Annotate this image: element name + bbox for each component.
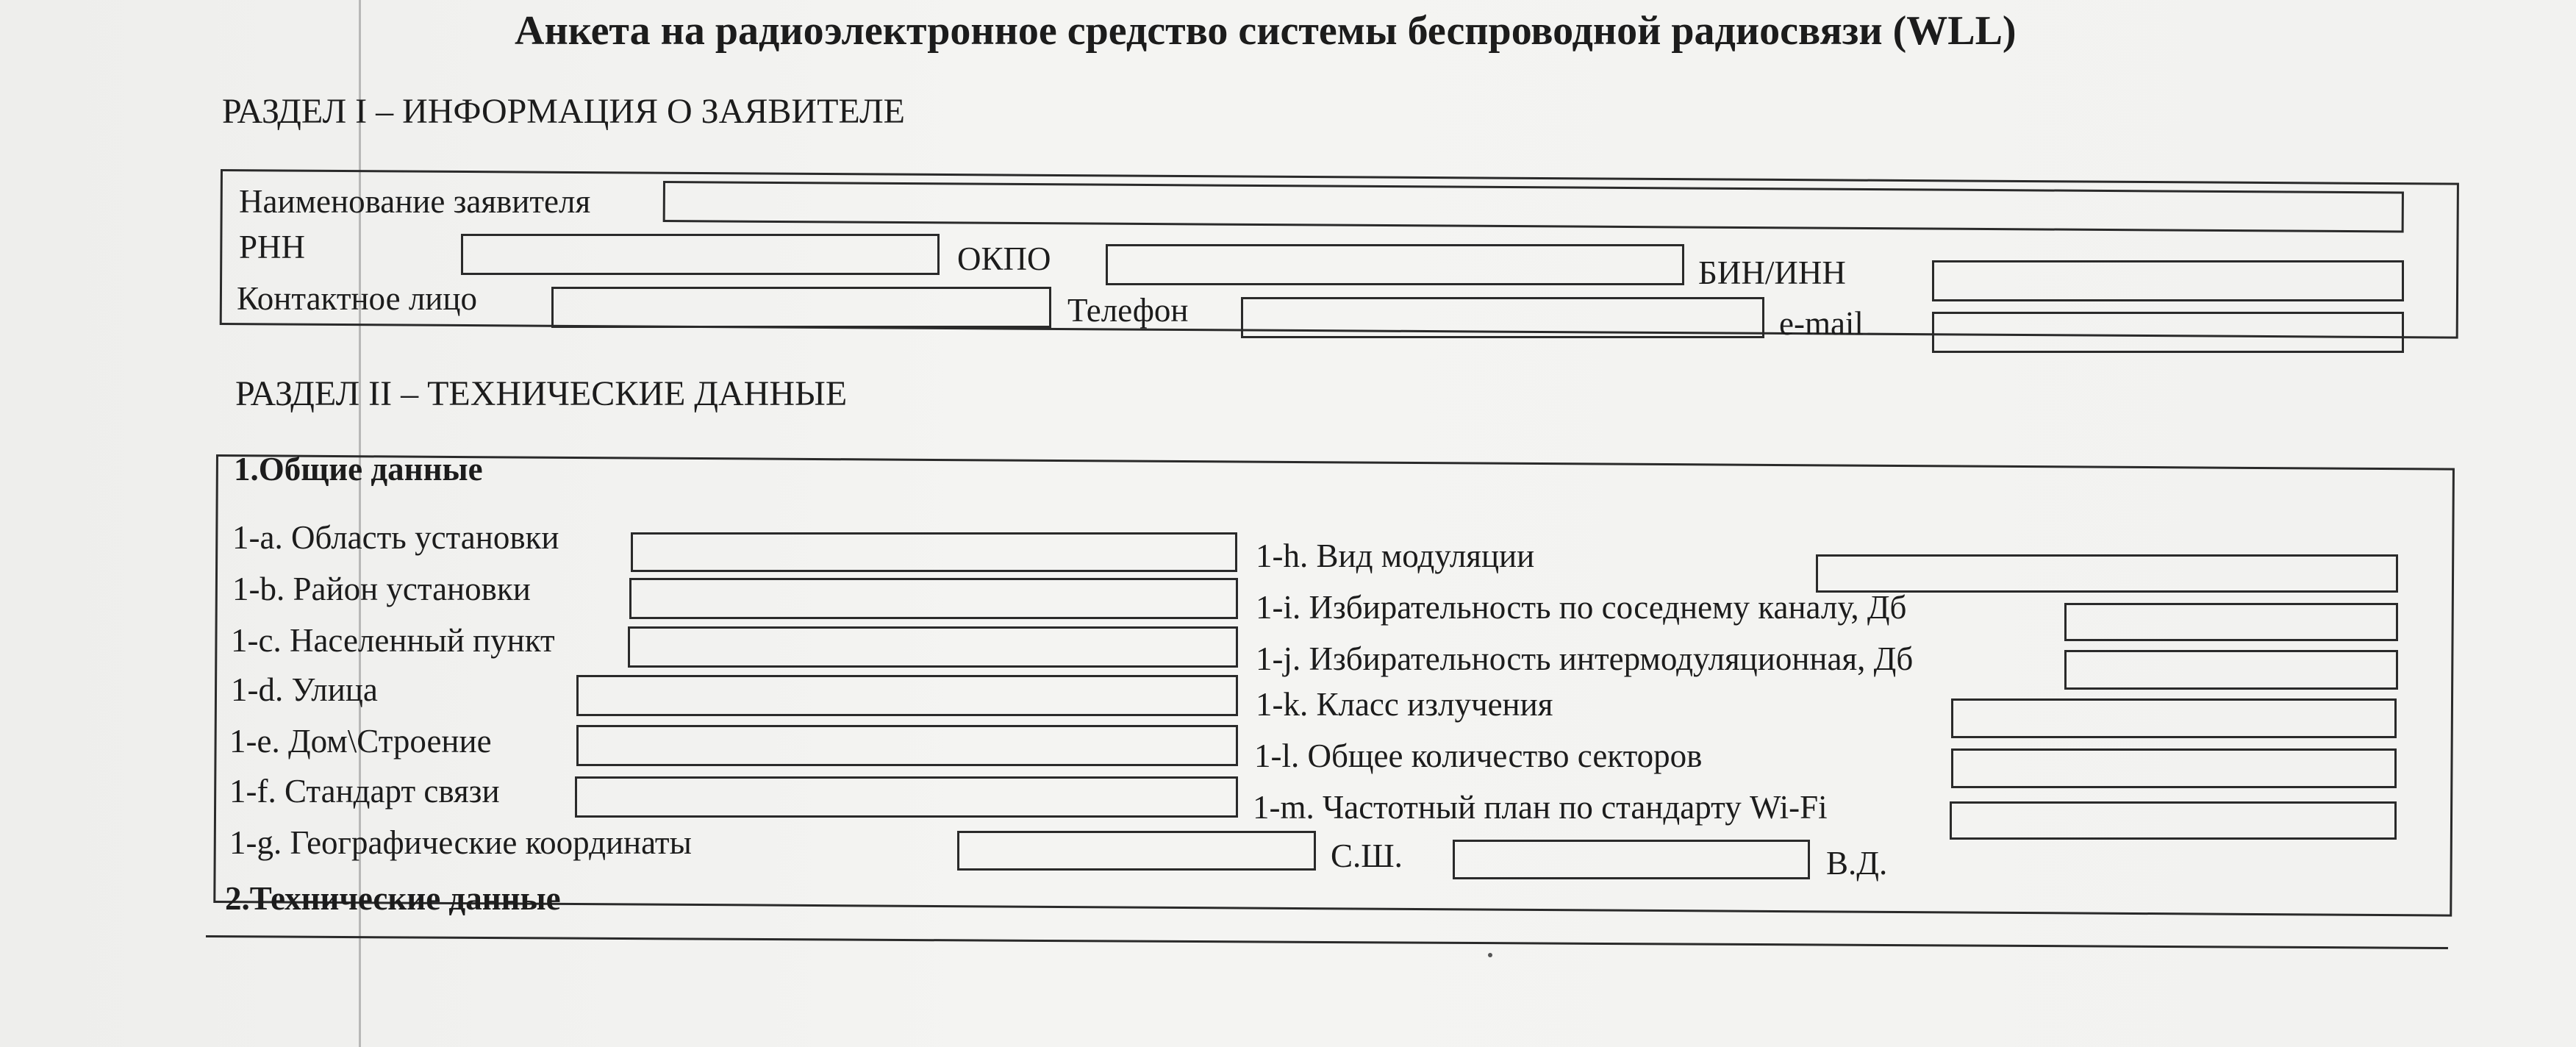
field-1d-street[interactable] xyxy=(576,675,1238,716)
label-1b-district: 1-b. Район установки xyxy=(232,571,531,607)
general-data-heading: 1.Общие данные xyxy=(234,451,483,487)
field-1e-building[interactable] xyxy=(576,725,1238,766)
label-1h-modulation: 1-h. Вид модуляции xyxy=(1256,537,1535,574)
label-1e-building: 1-e. Дом\Строение xyxy=(229,723,492,760)
label-1a-region: 1-a. Область установки xyxy=(232,519,559,556)
technical-data-heading: 2.Технические данные xyxy=(225,880,561,917)
label-applicant-name: Наименование заявителя xyxy=(239,183,591,220)
paper-speck xyxy=(1488,953,1492,957)
label-1l-sector-count: 1-l. Общее количество секторов xyxy=(1254,737,1703,774)
field-1g-latitude[interactable] xyxy=(957,831,1316,871)
section-2-heading: РАЗДЕЛ II – ТЕХНИЧЕСКИЕ ДАННЫЕ xyxy=(235,374,848,413)
label-latitude-unit: С.Ш. xyxy=(1331,837,1403,874)
field-1i-adjacent-selectivity[interactable] xyxy=(2064,603,2398,641)
okpo-field[interactable] xyxy=(1106,244,1684,285)
label-bin-inn: БИН/ИНН xyxy=(1698,254,1846,291)
label-1i-adjacent-selectivity: 1-i. Избирательность по соседнему каналу, Дб xyxy=(1256,589,1907,626)
field-1h-modulation[interactable] xyxy=(1816,554,2398,593)
field-1c-settlement[interactable] xyxy=(628,626,1238,668)
label-1d-street: 1-d. Улица xyxy=(231,671,378,708)
phone-field[interactable] xyxy=(1241,297,1764,338)
field-1j-intermod-selectivity[interactable] xyxy=(2064,650,2398,690)
label-1c-settlement: 1-c. Населенный пункт xyxy=(231,622,555,659)
label-1j-intermod-selectivity: 1-j. Избирательность интермодуляционная, Дб xyxy=(1256,640,1914,677)
field-1l-sector-count[interactable] xyxy=(1951,748,2397,788)
field-1k-emission-class[interactable] xyxy=(1951,698,2397,738)
email-field[interactable] xyxy=(1932,312,2404,353)
field-1g-longitude[interactable] xyxy=(1453,840,1810,879)
label-1k-emission-class: 1-k. Класс излучения xyxy=(1256,686,1553,723)
rnn-field[interactable] xyxy=(461,234,940,275)
label-contact-person: Контактное лицо xyxy=(237,280,477,317)
label-longitude-unit: В.Д. xyxy=(1826,845,1888,882)
label-1m-wifi-frequency-plan: 1-m. Частотный план по стандарту Wi-Fi xyxy=(1253,789,1828,826)
label-1f-standard: 1-f. Стандарт связи xyxy=(229,773,500,810)
label-email: e-mail xyxy=(1779,305,1864,342)
label-rnn: РНН xyxy=(239,229,306,265)
label-1g-coordinates: 1-g. Географические координаты xyxy=(229,824,692,861)
field-1m-wifi-frequency-plan[interactable] xyxy=(1950,801,2397,840)
section-1-heading: РАЗДЕЛ I – ИНФОРМАЦИЯ О ЗАЯВИТЕЛЕ xyxy=(222,92,905,131)
bin-inn-field[interactable] xyxy=(1932,260,2404,301)
form-title: Анкета на радиоэлектронное средство системы беспроводной радиосвязи (WLL) xyxy=(515,8,2017,54)
field-1b-district[interactable] xyxy=(629,578,1238,619)
label-phone: Телефон xyxy=(1067,292,1189,329)
label-okpo: ОКПО xyxy=(957,240,1051,277)
field-1a-region[interactable] xyxy=(631,532,1237,572)
field-1f-standard[interactable] xyxy=(575,776,1238,818)
contact-person-field[interactable] xyxy=(551,287,1051,328)
